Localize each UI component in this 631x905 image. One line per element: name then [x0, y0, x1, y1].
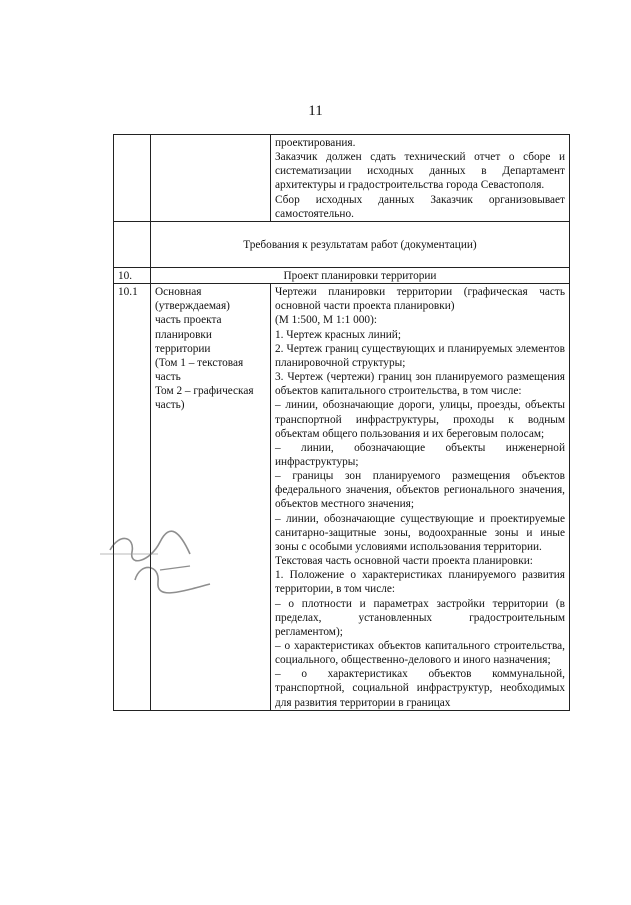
name-line: часть) — [155, 399, 185, 412]
content-paragraph: – линии, обозначающие существующие и проектируемые санитарно-защитные зоны, водоохранные зоны и иные зоны с особыми условиями использования территории. — [275, 512, 565, 553]
section-header-row — [114, 221, 570, 267]
content-line: проектирования. — [275, 137, 356, 149]
content-paragraph: (М 1:500, М 1:1 000): — [275, 314, 377, 327]
content-line: Сбор исходных данных Заказчик организовывает самостоятельно. — [275, 193, 565, 220]
content-paragraph: – о характеристиках объектов коммунальной, транспортной, социальной инфраструктур, необходимых для развития территории в границах — [275, 668, 565, 709]
table-cell-number — [114, 135, 151, 222]
name-line: Том 2 – графическая — [155, 385, 254, 398]
content-paragraph: 3. Чертеж (чертежи) границ зон планируемого размещения объектов капитального строительства, в том числе: — [275, 371, 565, 398]
content-line: Заказчик должен сдать технический отчет о сборе и систематизации исходных данных в Департамент архитектуры и градостроительства города Севастополя. — [275, 151, 565, 192]
page-number: 11 — [308, 103, 323, 119]
content-paragraph: – линии, обозначающие объекты инженерной инфраструктуры; — [275, 441, 565, 468]
name-line: планировки — [155, 328, 212, 341]
content-paragraph: – о плотности и параметрах застройки территории (в пределах, установленных градостроительным регламентом); — [275, 597, 565, 638]
content-paragraph: 1. Чертеж красных линий; — [275, 328, 401, 341]
table-cell-number — [114, 221, 151, 267]
name-line: Основная — [155, 286, 202, 299]
content-paragraph: Чертежи планировки территории (графическая часть основной части проекта планировки) — [275, 286, 565, 313]
table-cell-content — [271, 284, 570, 711]
content-paragraph: – границы зон планируемого размещения объектов федерального значения, объектов регионального значения, объектов местного значения; — [275, 470, 565, 511]
table-cell-content — [271, 135, 570, 222]
name-line: часть проекта — [155, 314, 222, 327]
content-paragraph: – о характеристиках объектов капитального строительства, социального, общественно-делового и иного назначения; — [275, 640, 565, 667]
row-number: 10. — [114, 267, 151, 283]
name-line: часть — [155, 371, 181, 384]
name-line: (Том 1 – текстовая — [155, 356, 244, 369]
section-header: Требования к результатам работ (документации) — [151, 221, 570, 267]
row-title: Проект планировки территории — [151, 267, 570, 283]
name-line: территории — [155, 342, 211, 355]
content-paragraph: – линии, обозначающие дороги, улицы, проезды, объекты транспортной инфраструктуры, проходы к водным объектам общего пользования и их береговым полосам; — [275, 399, 565, 440]
requirements-table — [113, 134, 570, 711]
table-row — [114, 284, 570, 711]
table-row — [114, 135, 570, 222]
content-paragraph: 1. Положение о характеристиках планируемого развития территории, в том числе: — [275, 569, 565, 596]
row-number: 10.1 — [114, 284, 151, 711]
table-row — [114, 267, 570, 283]
content-paragraph: 2. Чертеж границ существующих и планируемых элементов планировочной структуры; — [275, 342, 565, 369]
content-paragraph: Текстовая часть основной части проекта планировки: — [275, 555, 533, 568]
table-cell-name — [151, 135, 271, 222]
name-line: (утверждаемая) — [155, 300, 230, 313]
table-cell-name — [151, 284, 271, 711]
